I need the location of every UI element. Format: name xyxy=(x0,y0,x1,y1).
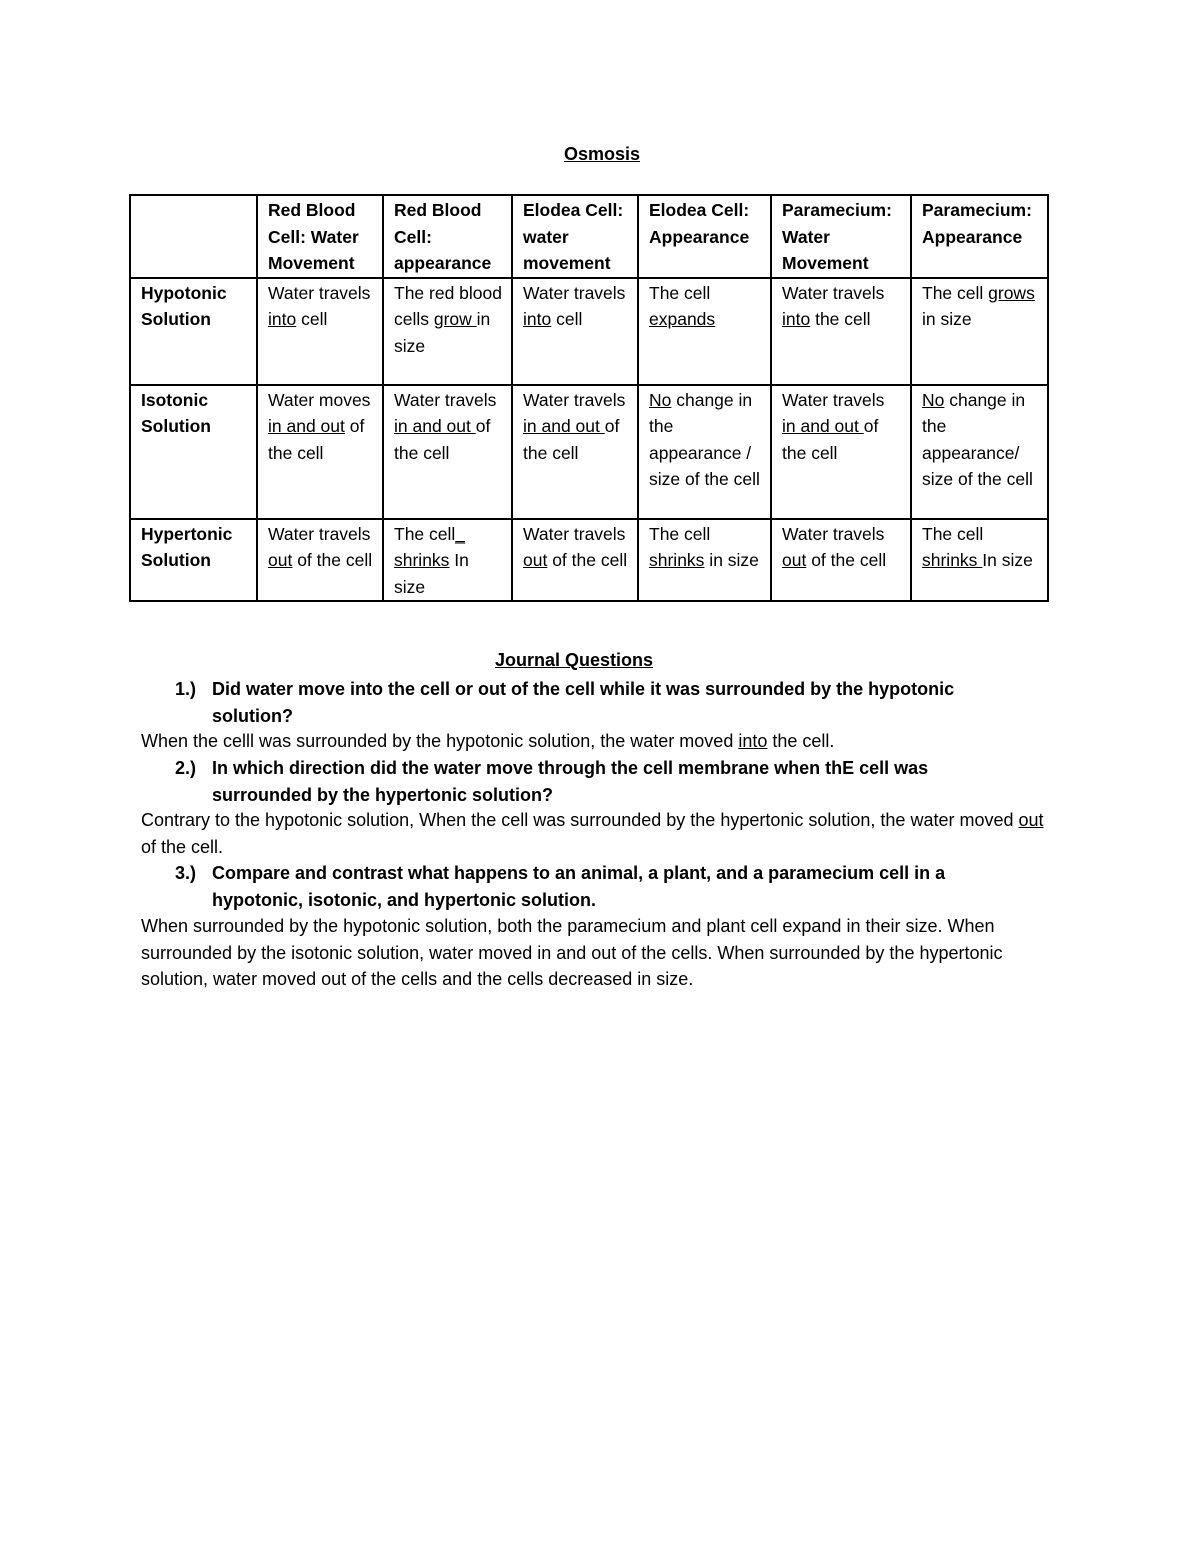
row-header: Hypotonic Solution xyxy=(130,278,257,385)
row-header: Isotonic Solution xyxy=(130,385,257,519)
question-text: In which direction did the water move through the cell membrane when thE cell was surrounded by the hypertonic solution? xyxy=(212,758,929,805)
table-cell: Water travels in and out of the cell xyxy=(383,385,512,519)
table-cell: Water travels into cell xyxy=(512,278,638,385)
question-text: Did water move into the cell or out of the cell while it was surrounded by the hypotonic solution? xyxy=(212,679,955,726)
table-cell: The cell shrinks in size xyxy=(638,519,771,602)
table-cell: The cell grows in size xyxy=(911,278,1048,385)
table-row xyxy=(130,519,1048,602)
column-header: Red Blood Cell: Water Movement xyxy=(257,195,383,278)
journal-answer-3: When surrounded by the hypotonic solution, both the paramecium and plant cell expand in their size. When surrounded by the isotonic solution, water moved in and out of the cells. When surrounded by the hypertonic solution, water moved out of the cells and the cells decreased in size. xyxy=(141,916,1003,989)
table-header-row xyxy=(130,195,1048,278)
table-row xyxy=(130,278,1048,385)
table-cell: The cell shrinks In size xyxy=(911,519,1048,602)
column-header: Elodea Cell: water movement xyxy=(512,195,638,278)
journal-question-1 xyxy=(175,676,1032,729)
question-number: 2.) xyxy=(175,758,197,778)
table-cell: No change in the appearance / size of the cell xyxy=(638,385,771,519)
table-cell: Water travels into the cell xyxy=(771,278,911,385)
journal-title: Journal Questions xyxy=(494,650,654,670)
question-number: 1.) xyxy=(175,679,197,699)
page-title: Osmosis xyxy=(563,144,641,164)
table-cell: Water travels out of the cell xyxy=(771,519,911,602)
journal-answer-1: When the celll was surrounded by the hypotonic solution, the water moved into the cell. xyxy=(141,731,835,751)
table-cell: Water travels into cell xyxy=(257,278,383,385)
column-header: Paramecium: Appearance xyxy=(911,195,1048,278)
table-cell: The cell_ shrinks In size xyxy=(383,519,512,602)
column-header: Red Blood Cell: appearance xyxy=(383,195,512,278)
journal-question-2 xyxy=(175,755,1032,808)
question-number: 3.) xyxy=(175,863,197,883)
column-header: Elodea Cell: Appearance xyxy=(638,195,771,278)
table-cell: The red blood cells grow in size xyxy=(383,278,512,385)
table-cell: The cell expands xyxy=(638,278,771,385)
column-header: Paramecium: Water Movement xyxy=(771,195,911,278)
table-cell: Water travels in and out of the cell xyxy=(771,385,911,519)
table-cell: Water travels out of the cell xyxy=(257,519,383,602)
row-header: Hypertonic Solution xyxy=(130,519,257,602)
osmosis-table xyxy=(129,194,1049,602)
table-corner-cell xyxy=(130,195,257,278)
table-row xyxy=(130,385,1048,519)
table-cell: Water travels out of the cell xyxy=(512,519,638,602)
journal-answer-2: Contrary to the hypotonic solution, When the cell was surrounded by the hypertonic solution, the water moved out of the cell. xyxy=(141,810,1044,857)
table-cell: No change in the appearance/ size of the cell xyxy=(911,385,1048,519)
table-cell: Water moves in and out of the cell xyxy=(257,385,383,519)
question-text: Compare and contrast what happens to an animal, a plant, and a paramecium cell in a hypotonic, isotonic, and hypertonic solution. xyxy=(212,863,946,910)
journal-question-3 xyxy=(175,860,1032,913)
table-cell: Water travels in and out of the cell xyxy=(512,385,638,519)
